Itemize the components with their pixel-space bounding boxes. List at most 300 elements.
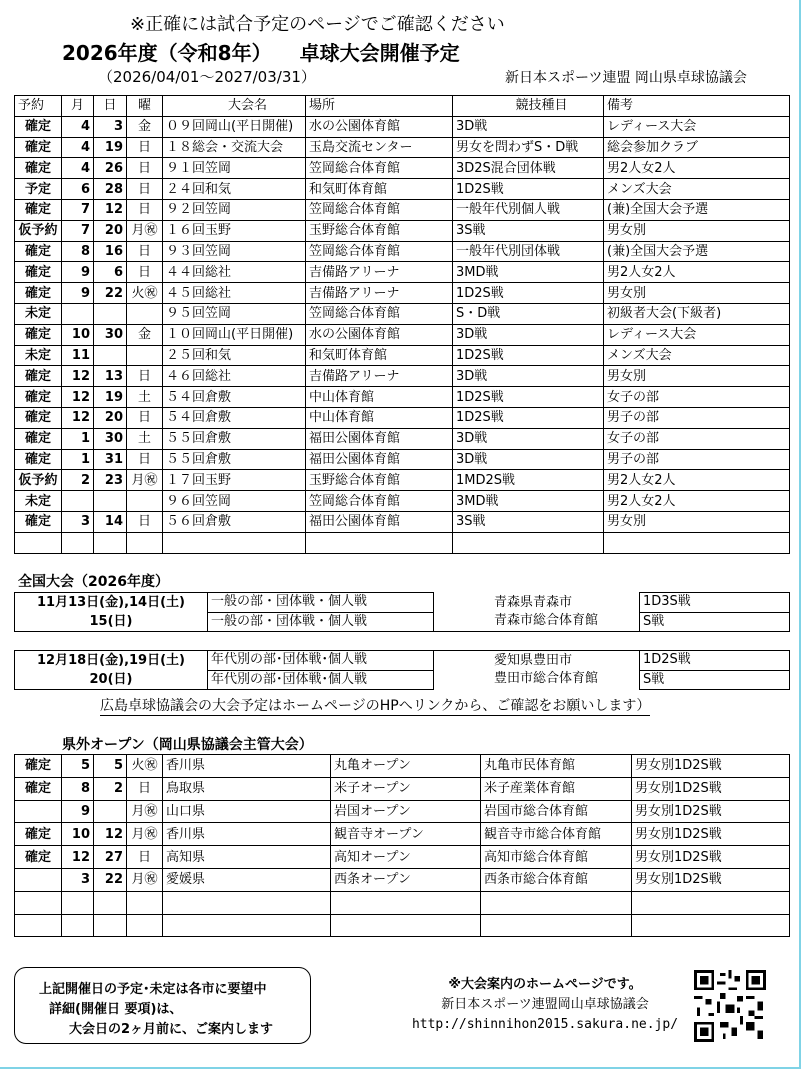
cell-remarks: メンズ大会	[604, 179, 790, 200]
open-cell-event-name: 高知オープン	[331, 846, 481, 869]
open-cell-status: 確定	[15, 755, 62, 778]
cell-day: 19	[94, 387, 127, 408]
hiroshima-note: 広島卓球協議会の大会予定はホームページのHPへリンクから、ご確認をお願いします）	[100, 695, 650, 716]
open-cell-prefecture	[163, 914, 331, 937]
cell-event-type: S・D戦	[453, 303, 604, 324]
cell-venue: 吉備路アリーナ	[306, 262, 453, 283]
cell-status: 予定	[15, 179, 62, 200]
cell-event-type: 3MD戦	[453, 491, 604, 512]
open-cell-event-name: 米子オープン	[331, 777, 481, 800]
cell-event-name: ５４回倉敷	[163, 387, 306, 408]
cell-venue: 福田公園体育館	[306, 428, 453, 449]
cell-weekday: 月㊗	[127, 220, 163, 241]
open-cell-weekday	[127, 891, 163, 914]
open-cell-venue: 丸亀市民体育館	[481, 755, 632, 778]
cell-event-name: ９２回笠岡	[163, 199, 306, 220]
cell-event-name: ５５回倉敷	[163, 428, 306, 449]
footer-line-1: 上記開催日の予定･未定は各市に要望中	[39, 982, 267, 997]
cell-event-type: 1D2S戦	[453, 179, 604, 200]
open-cell-venue	[481, 891, 632, 914]
cell-remarks: 男子の部	[604, 407, 790, 428]
cell-event-type: 3MD戦	[453, 262, 604, 283]
open-cell-event-type: 男女別1D2S戦	[632, 823, 790, 846]
cell-weekday: 日	[127, 511, 163, 532]
open-cell-month: 5	[62, 755, 94, 778]
cell-status: 未定	[15, 491, 62, 512]
cell-month	[62, 303, 94, 324]
table-row	[15, 532, 790, 553]
open-cell-day: 5	[94, 755, 127, 778]
open-section-title: 県外オープン（岡山県協議会主管大会）	[62, 737, 313, 753]
cell-month: 1	[62, 428, 94, 449]
cell-day: 22	[94, 283, 127, 304]
cell-remarks: 男女別	[604, 220, 790, 241]
homepage-info	[400, 975, 690, 1035]
open-cell-month: 9	[62, 800, 94, 823]
cell-venue: 和気町体育館	[306, 179, 453, 200]
cell-month: 9	[62, 262, 94, 283]
cell-day: 12	[94, 199, 127, 220]
cell-day: 20	[94, 220, 127, 241]
cell-remarks: 男2人女2人	[604, 262, 790, 283]
cell-status: 仮予約	[15, 470, 62, 491]
cell-event-type: 1D2S戦	[453, 407, 604, 428]
cell-status: 確定	[15, 511, 62, 532]
cell-venue: 笠岡総合体育館	[306, 491, 453, 512]
cell-event-type: 3D戦	[453, 116, 604, 137]
cell-month: 7	[62, 199, 94, 220]
cell-event-name: ５４回倉敷	[163, 407, 306, 428]
cell-event-name: ９１回笠岡	[163, 158, 306, 179]
page-title	[62, 37, 460, 66]
cell-event-name: １８総会・交流大会	[163, 137, 306, 158]
cell-venue: 玉島交流センター	[306, 137, 453, 158]
cell-day: 28	[94, 179, 127, 200]
cell-day: 14	[94, 511, 127, 532]
open-cell-prefecture: 山口県	[163, 800, 331, 823]
cell-event-type: 3D戦	[453, 449, 604, 470]
cell-month	[62, 532, 94, 553]
national-date	[15, 593, 208, 632]
table-row	[15, 470, 790, 491]
cell-venue: 中山体育館	[306, 387, 453, 408]
cell-remarks: 男女別	[604, 283, 790, 304]
cell-day: 6	[94, 262, 127, 283]
cell-venue: 玉野総合体育館	[306, 470, 453, 491]
open-cell-prefecture: 愛媛県	[163, 868, 331, 891]
cell-month: 9	[62, 283, 94, 304]
cell-event-type: 1D2S戦	[453, 387, 604, 408]
cell-status: 未定	[15, 345, 62, 366]
table-row	[15, 387, 790, 408]
cell-month: 6	[62, 179, 94, 200]
open-cell-event-type	[632, 891, 790, 914]
open-cell-status	[15, 891, 62, 914]
cell-weekday: 火㊗	[127, 283, 163, 304]
cell-event-type: 一般年代別団体戦	[453, 241, 604, 262]
open-cell-prefecture: 香川県	[163, 823, 331, 846]
cell-event-name: １７回玉野	[163, 470, 306, 491]
open-cell-venue: 高知市総合体育館	[481, 846, 632, 869]
open-cell-day: 2	[94, 777, 127, 800]
open-cell-event-name	[331, 914, 481, 937]
cell-remarks	[604, 532, 790, 553]
national-venue-hall: 豊田市総合体育館	[494, 671, 599, 687]
cell-weekday: 土	[127, 428, 163, 449]
header-day: 日	[94, 96, 127, 117]
table-row	[15, 137, 790, 158]
cell-weekday: 日	[127, 158, 163, 179]
cell-event-type: 1MD2S戦	[453, 470, 604, 491]
homepage-title: ※大会案内のホームページです。	[448, 977, 642, 992]
cell-event-name: ５６回倉敷	[163, 511, 306, 532]
cell-remarks: 女子の部	[604, 387, 790, 408]
open-cell-weekday: 月㊗	[127, 868, 163, 891]
table-row	[15, 116, 790, 137]
footer-notice-box	[14, 967, 311, 1044]
table-row	[15, 449, 790, 470]
national-table	[14, 592, 790, 690]
cell-day: 19	[94, 137, 127, 158]
cell-event-type: 3D戦	[453, 366, 604, 387]
cell-day	[94, 491, 127, 512]
cell-remarks: レディース大会	[604, 324, 790, 345]
open-cell-weekday: 月㊗	[127, 823, 163, 846]
cell-event-type	[453, 532, 604, 553]
table-row	[15, 158, 790, 179]
header-month: 月	[62, 96, 94, 117]
organization-name: 新日本スポーツ連盟 岡山県卓球協議会	[505, 70, 747, 86]
open-cell-event-type	[632, 914, 790, 937]
table-row	[15, 283, 790, 304]
cell-weekday: 金	[127, 324, 163, 345]
national-section-title: 全国大会（2026年度）	[18, 574, 169, 590]
cell-day: 26	[94, 158, 127, 179]
cell-status: 確定	[15, 116, 62, 137]
cell-day: 16	[94, 241, 127, 262]
cell-month: 1	[62, 449, 94, 470]
national-division: 一般の部・団体戦・個人戦	[208, 612, 434, 632]
cell-event-type: 3S戦	[453, 220, 604, 241]
open-cell-day: 27	[94, 846, 127, 869]
cell-status	[15, 532, 62, 553]
cell-event-type: 1D2S戦	[453, 283, 604, 304]
cell-day: 20	[94, 407, 127, 428]
open-cell-month: 10	[62, 823, 94, 846]
cell-event-type: 3S戦	[453, 511, 604, 532]
table-row	[15, 199, 790, 220]
schedule-table	[14, 95, 790, 554]
cell-status: 確定	[15, 428, 62, 449]
open-cell-event-type: 男女別1D2S戦	[632, 800, 790, 823]
table-row	[15, 366, 790, 387]
cell-remarks: 男2人女2人	[604, 491, 790, 512]
national-venue-hall: 青森市総合体育館	[494, 612, 599, 628]
open-cell-day	[94, 891, 127, 914]
open-cell-status: 確定	[15, 823, 62, 846]
cell-month: 3	[62, 511, 94, 532]
cell-remarks: 女子の部	[604, 428, 790, 449]
table-row	[15, 800, 790, 823]
cell-weekday	[127, 345, 163, 366]
cell-event-name: ９３回笠岡	[163, 241, 306, 262]
open-cell-day	[94, 914, 127, 937]
open-cell-month	[62, 914, 94, 937]
open-cell-weekday: 火㊗	[127, 755, 163, 778]
cell-venue: 福田公園体育館	[306, 449, 453, 470]
cell-weekday: 日	[127, 366, 163, 387]
table-row	[15, 262, 790, 283]
national-date	[15, 651, 208, 690]
cell-event-name: ９６回笠岡	[163, 491, 306, 512]
table-row	[15, 868, 790, 891]
cell-remarks: 男女別	[604, 366, 790, 387]
homepage-url[interactable]: http://shinnihon2015.sakura.ne.jp/	[411, 1017, 679, 1032]
cell-event-name	[163, 532, 306, 553]
cell-event-name: ０９回岡山(平日開催)	[163, 116, 306, 137]
open-cell-event-type: 男女別1D2S戦	[632, 868, 790, 891]
national-division: 年代別の部･団体戦･個人戦	[208, 651, 434, 671]
cell-status: 確定	[15, 449, 62, 470]
open-cell-month: 8	[62, 777, 94, 800]
open-cell-event-type: 男女別1D2S戦	[632, 777, 790, 800]
cell-weekday: 土	[127, 387, 163, 408]
cell-month: 12	[62, 387, 94, 408]
cell-event-name: １０回岡山(平日開催)	[163, 324, 306, 345]
table-row	[15, 914, 790, 937]
cell-event-type: 3D戦	[453, 324, 604, 345]
header-event-name: 大会名	[163, 96, 306, 117]
cell-venue: 笠岡総合体育館	[306, 199, 453, 220]
national-row	[15, 651, 790, 671]
cell-weekday: 日	[127, 137, 163, 158]
cell-weekday: 日	[127, 241, 163, 262]
cell-status: 未定	[15, 303, 62, 324]
cell-event-name: ２５回和気	[163, 345, 306, 366]
open-cell-event-name: 西条オープン	[331, 868, 481, 891]
cell-venue: 吉備路アリーナ	[306, 366, 453, 387]
cell-venue: 中山体育館	[306, 407, 453, 428]
open-cell-prefecture	[163, 891, 331, 914]
open-cell-day	[94, 800, 127, 823]
national-row	[15, 593, 790, 613]
cell-event-type: 一般年代別個人戦	[453, 199, 604, 220]
cell-remarks: 男2人女2人	[604, 158, 790, 179]
cell-event-name: ２４回和気	[163, 179, 306, 200]
table-row	[15, 511, 790, 532]
cell-day: 30	[94, 324, 127, 345]
title-year: 2026年度（令和8年）	[62, 41, 272, 65]
national-division: 年代別の部･団体戦･個人戦	[208, 670, 434, 690]
cell-event-name: ４６回総社	[163, 366, 306, 387]
open-cell-event-name: 観音寺オープン	[331, 823, 481, 846]
open-cell-day: 22	[94, 868, 127, 891]
cell-month: 4	[62, 137, 94, 158]
cell-month: 2	[62, 470, 94, 491]
table-row	[15, 823, 790, 846]
national-venue	[434, 651, 640, 690]
open-cell-status	[15, 868, 62, 891]
cell-status: 確定	[15, 366, 62, 387]
cell-status: 確定	[15, 137, 62, 158]
cell-status: 仮予約	[15, 220, 62, 241]
open-cell-event-name: 丸亀オープン	[331, 755, 481, 778]
open-cell-status	[15, 914, 62, 937]
open-cell-venue	[481, 914, 632, 937]
open-cell-weekday: 日	[127, 846, 163, 869]
cell-venue: 和気町体育館	[306, 345, 453, 366]
cell-event-type: 1D2S戦	[453, 345, 604, 366]
header-event-type: 競技種目	[453, 96, 604, 117]
open-table	[14, 754, 790, 937]
open-cell-event-name	[331, 891, 481, 914]
cell-status: 確定	[15, 283, 62, 304]
cell-day: 3	[94, 116, 127, 137]
national-event-type: S戦	[640, 670, 790, 690]
cell-remarks: 総会参加クラブ	[604, 137, 790, 158]
table-row	[15, 241, 790, 262]
cell-venue: 福田公園体育館	[306, 511, 453, 532]
open-cell-event-name: 岩国オープン	[331, 800, 481, 823]
cell-day	[94, 345, 127, 366]
cell-remarks: 初級者大会(下級者)	[604, 303, 790, 324]
cell-weekday: 金	[127, 116, 163, 137]
cell-event-name: ９５回笠岡	[163, 303, 306, 324]
table-row	[15, 345, 790, 366]
table-row	[15, 891, 790, 914]
cell-weekday: 月㊗	[127, 470, 163, 491]
homepage-org: 新日本スポーツ連盟岡山卓球協議会	[441, 997, 649, 1012]
table-row	[15, 324, 790, 345]
cell-month: 11	[62, 345, 94, 366]
cell-weekday: 日	[127, 179, 163, 200]
open-cell-prefecture: 高知県	[163, 846, 331, 869]
cell-event-name: ５５回倉敷	[163, 449, 306, 470]
header-venue: 場所	[306, 96, 453, 117]
cell-month	[62, 491, 94, 512]
table-row	[15, 428, 790, 449]
cell-remarks: 男子の部	[604, 449, 790, 470]
cell-weekday	[127, 532, 163, 553]
notice-text: ※正確には試合予定のページでご確認ください	[130, 14, 505, 35]
cell-status: 確定	[15, 407, 62, 428]
cell-day: 31	[94, 449, 127, 470]
cell-month: 7	[62, 220, 94, 241]
cell-event-name: １６回玉野	[163, 220, 306, 241]
open-cell-weekday	[127, 914, 163, 937]
national-venue-city: 愛知県豊田市	[494, 653, 573, 669]
cell-event-type: 3D2S混合団体戦	[453, 158, 604, 179]
national-venue	[434, 593, 640, 632]
cell-day	[94, 303, 127, 324]
open-cell-status: 確定	[15, 777, 62, 800]
cell-weekday: 日	[127, 262, 163, 283]
cell-remarks: (兼)全国大会予選	[604, 241, 790, 262]
cell-month: 4	[62, 158, 94, 179]
cell-status: 確定	[15, 199, 62, 220]
table-row	[15, 407, 790, 428]
footer-line-2: 詳細(開催日 要項)は、	[49, 1002, 183, 1017]
cell-status: 確定	[15, 241, 62, 262]
open-cell-event-type: 男女別1D2S戦	[632, 846, 790, 869]
open-cell-prefecture: 鳥取県	[163, 777, 331, 800]
cell-event-name: ４５回総社	[163, 283, 306, 304]
header-weekday: 曜	[127, 96, 163, 117]
title-main: 卓球大会開催予定	[299, 41, 460, 65]
open-cell-prefecture: 香川県	[163, 755, 331, 778]
national-event-type: 1D2S戦	[640, 651, 790, 671]
cell-day: 30	[94, 428, 127, 449]
national-gap	[15, 632, 790, 651]
cell-venue	[306, 532, 453, 553]
cell-weekday: 日	[127, 407, 163, 428]
national-date-line2: 20(日)	[89, 672, 133, 687]
cell-day: 13	[94, 366, 127, 387]
cell-remarks: 男2人女2人	[604, 470, 790, 491]
table-row	[15, 179, 790, 200]
open-cell-status: 確定	[15, 846, 62, 869]
cell-weekday: 日	[127, 449, 163, 470]
open-cell-venue: 観音寺市総合体育館	[481, 823, 632, 846]
open-cell-venue: 西条市総合体育館	[481, 868, 632, 891]
open-cell-month	[62, 891, 94, 914]
footer-line-3: 大会日の2ヶ月前に、ご案内します	[69, 1022, 274, 1037]
qr-code-icon[interactable]	[694, 970, 766, 1042]
national-event-type: 1D3S戦	[640, 593, 790, 613]
open-cell-event-type: 男女別1D2S戦	[632, 755, 790, 778]
table-row	[15, 220, 790, 241]
cell-venue: 水の公園体育館	[306, 116, 453, 137]
cell-month: 10	[62, 324, 94, 345]
cell-venue: 吉備路アリーナ	[306, 283, 453, 304]
header-remarks: 備考	[604, 96, 790, 117]
cell-venue: 笠岡総合体育館	[306, 241, 453, 262]
table-row	[15, 755, 790, 778]
cell-day: 23	[94, 470, 127, 491]
table-row	[15, 777, 790, 800]
cell-status: 確定	[15, 158, 62, 179]
table-row	[15, 846, 790, 869]
cell-day	[94, 532, 127, 553]
cell-event-type: 3D戦	[453, 428, 604, 449]
cell-status: 確定	[15, 324, 62, 345]
cell-month: 4	[62, 116, 94, 137]
national-date-line1: 11月13日(金),14日(土)	[37, 595, 185, 610]
cell-weekday: 日	[127, 199, 163, 220]
open-cell-month: 12	[62, 846, 94, 869]
national-date-line1: 12月18日(金),19日(土)	[37, 653, 185, 668]
national-venue-city: 青森県青森市	[494, 594, 573, 610]
open-cell-month: 3	[62, 868, 94, 891]
open-cell-status	[15, 800, 62, 823]
cell-venue: 玉野総合体育館	[306, 220, 453, 241]
cell-remarks: レディース大会	[604, 116, 790, 137]
national-date-line2: 15(日)	[89, 614, 133, 629]
cell-remarks: メンズ大会	[604, 345, 790, 366]
cell-month: 12	[62, 366, 94, 387]
open-cell-venue: 米子産業体育館	[481, 777, 632, 800]
cell-venue: 笠岡総合体育館	[306, 303, 453, 324]
cell-month: 12	[62, 407, 94, 428]
cell-event-name: ４４回総社	[163, 262, 306, 283]
national-division: 一般の部・団体戦・個人戦	[208, 593, 434, 613]
cell-remarks: (兼)全国大会予選	[604, 199, 790, 220]
cell-venue: 笠岡総合体育館	[306, 158, 453, 179]
schedule-header-row	[15, 96, 790, 117]
cell-remarks: 男女別	[604, 511, 790, 532]
header-status: 予約	[15, 96, 62, 117]
cell-weekday	[127, 303, 163, 324]
